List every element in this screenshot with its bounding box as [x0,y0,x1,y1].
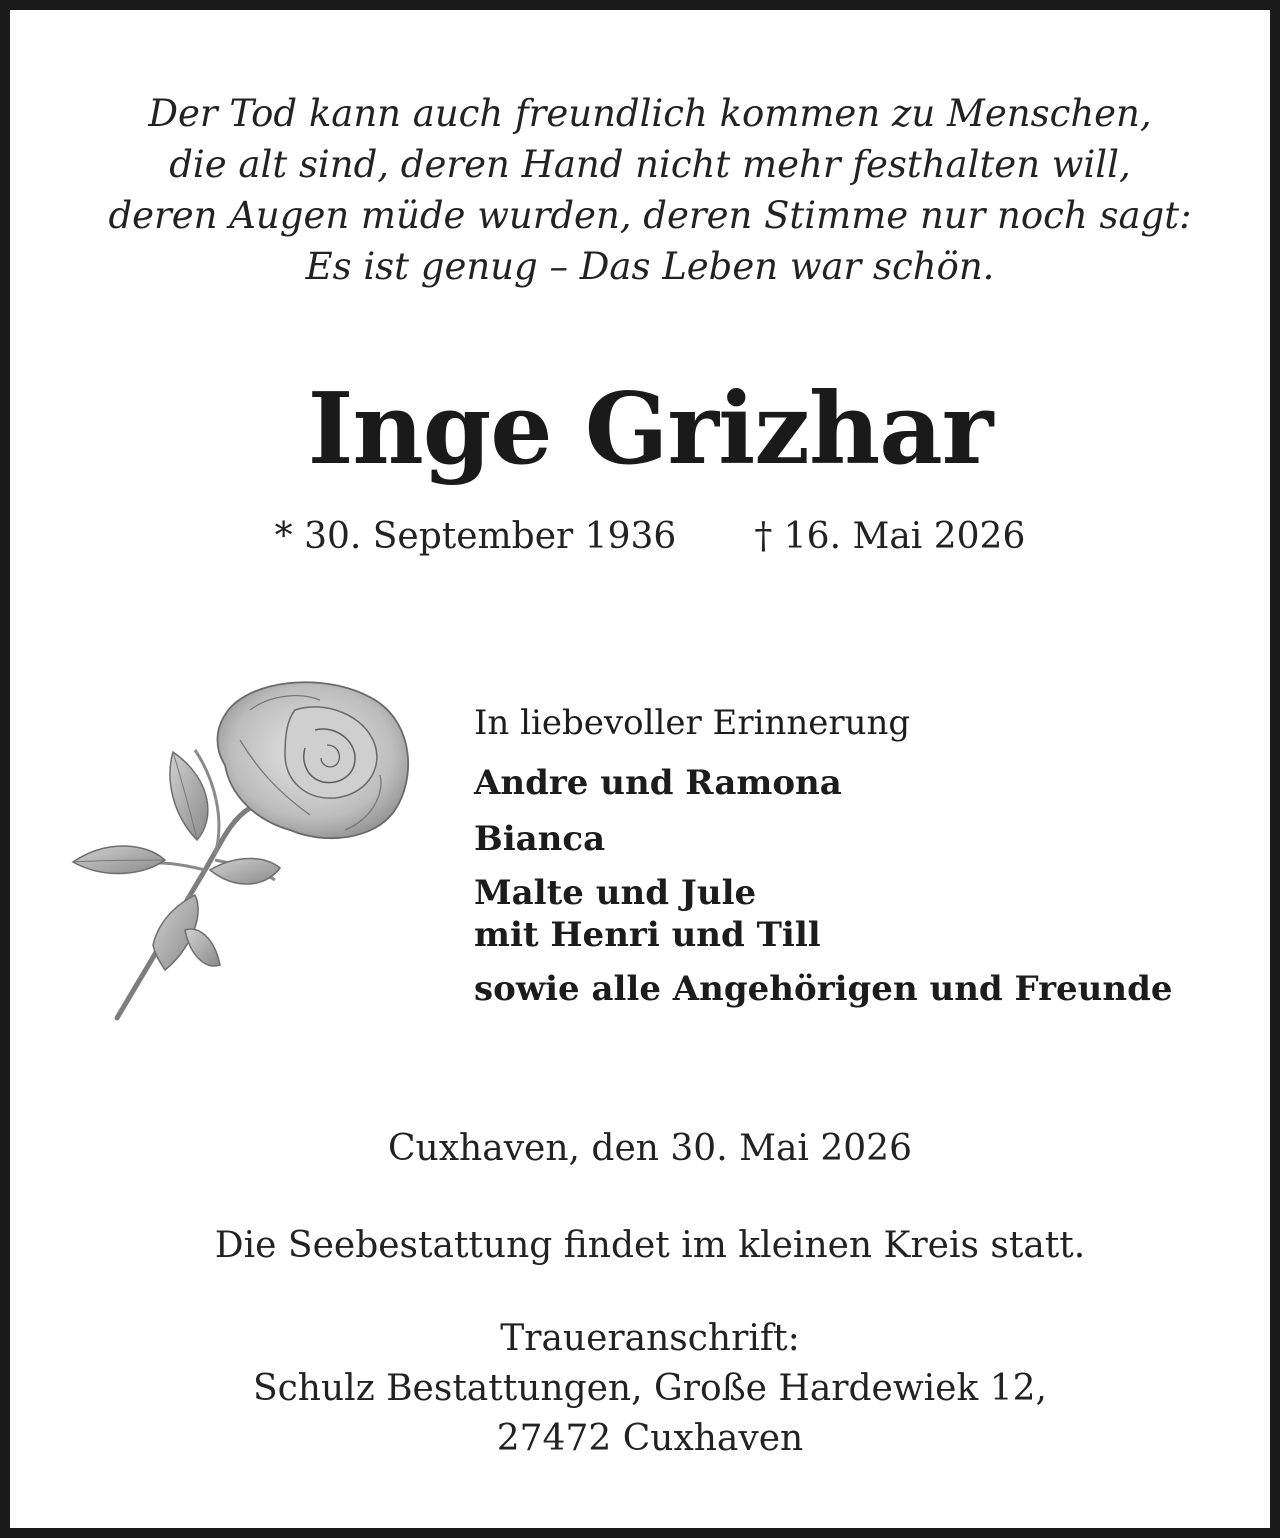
rose-icon [65,670,425,1030]
mourner-name: sowie alle Angehörigen und Freunde [474,969,1173,1009]
mourner-name: Andre und Ramona [474,763,842,803]
deceased-name: Inge Grizhar [307,372,993,487]
poem-line: die alt sind, deren Hand nicht mehr festhalten will, [169,143,1131,186]
poem [10,88,1280,292]
mourner-name: mit Henri und Till [474,915,821,955]
mourners-intro: In liebevoller Erinnerung [474,703,911,743]
address-line: Schulz Bestattungen, Große Hardewiek 12, [252,1368,1047,1409]
address-line: 27472 Cuxhaven [496,1418,804,1459]
mourners-block [474,698,1254,1012]
poem-line: Es ist genug – Das Leben war schön. [305,245,995,288]
birth-date: * 30. September 1936 [274,516,677,557]
life-dates [10,512,1280,562]
mourner-name: Malte und Jule [474,873,757,913]
address-label: Traueranschrift: [500,1318,800,1359]
death-date: † 16. Mai 2026 [754,516,1026,557]
poem-line: deren Augen müde wurden, deren Stimme nur noch sagt: [108,194,1192,237]
burial-note: Die Seebestattung findet im kleinen Kreis statt. [214,1225,1086,1266]
poem-line: Der Tod kann auch freundlich kommen zu Menschen, [148,92,1152,135]
place-date: Cuxhaven, den 30. Mai 2026 [388,1128,912,1169]
mourner-name: Bianca [474,819,606,859]
